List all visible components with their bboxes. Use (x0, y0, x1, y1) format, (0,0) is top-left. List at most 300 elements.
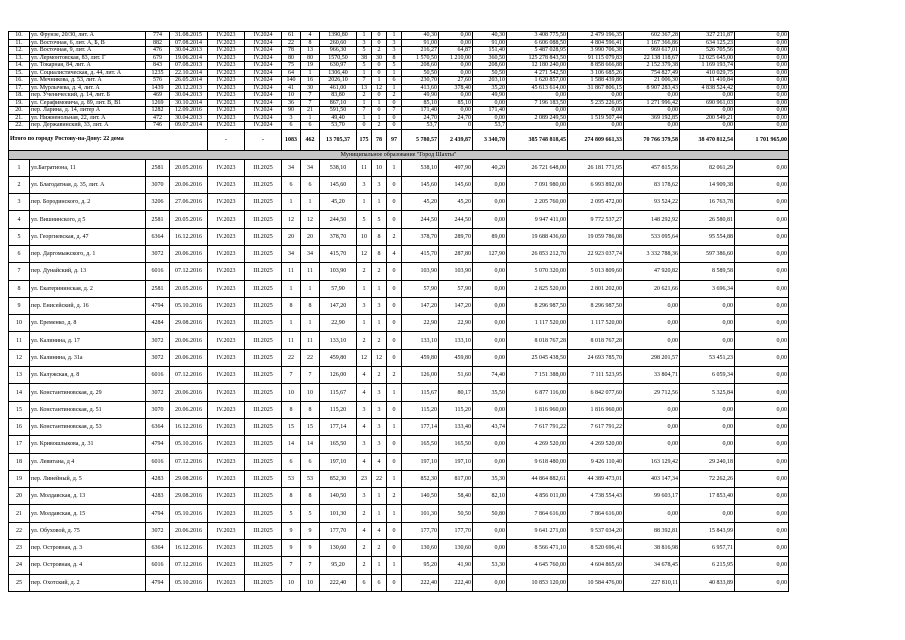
table-cell: 0,00 (735, 122, 789, 130)
table-cell: 0,00 (473, 349, 507, 366)
table-cell: 64,87 (439, 47, 473, 55)
table-cell: 0,00 (624, 315, 680, 332)
table-cell: 24,70 (439, 114, 473, 122)
table-cell: IV.2023 (208, 263, 245, 280)
table-cell: 4 (372, 522, 387, 539)
table-cell: 25 045 438,50 (507, 349, 568, 366)
table-cell: 20 (282, 228, 301, 245)
table-cell: 147,20 (320, 297, 357, 314)
table-cell: 0,00 (680, 332, 735, 349)
table-cell: IV.2023 (208, 349, 245, 366)
table-cell: 30.04.2013 (170, 47, 208, 55)
table-cell: 0 (387, 332, 402, 349)
table-cell: 1 519 507,44 (568, 114, 624, 122)
table-cell: IV.2024 (245, 54, 282, 62)
table-row (9, 211, 789, 228)
table-cell: 538,10 (320, 159, 357, 176)
table-cell: 5 (357, 211, 372, 228)
table-cell: 45,20 (402, 194, 439, 211)
table-cell: 7 (282, 367, 301, 384)
table-cell: 0 (372, 69, 387, 77)
table-cell: 18. (9, 92, 30, 100)
table-cell: 91,00 (473, 39, 507, 47)
table-cell: 130,60 (402, 540, 439, 557)
table-cell: 2 801 202,00 (568, 280, 624, 297)
table-cell: 1 (372, 505, 387, 522)
table-cell: 53,7 (402, 122, 439, 130)
table-cell: 0,00 (507, 92, 568, 100)
table-cell: 6 (9, 245, 30, 262)
table-cell: 6016 (146, 453, 170, 470)
table-cell: 0,00 (624, 332, 680, 349)
table-cell: IV.2023 (208, 574, 245, 591)
table-cell: 1 (282, 194, 301, 211)
address-cell: ул. Калинина, д. 17 (30, 332, 146, 349)
table-cell: 0,00 (735, 574, 789, 591)
table-cell: 14 (282, 436, 301, 453)
table-cell: 140,50 (402, 488, 439, 505)
table-cell: 1 (372, 315, 387, 332)
table-cell: 126,00 (402, 367, 439, 384)
table-cell: 8 907 283,43 (624, 84, 680, 92)
table-cell: 8 (9, 280, 30, 297)
table-cell: 30.04.2013 (170, 92, 208, 100)
table-cell: 22. (9, 122, 30, 130)
table-cell: 1 (9, 159, 30, 176)
table-cell: IV.2023 (208, 69, 245, 77)
table-cell: 966,30 (320, 47, 357, 55)
total-row (9, 129, 789, 150)
table-cell: 8 018 767,28 (507, 332, 568, 349)
table-cell: 7 (357, 77, 372, 85)
table-cell: 0,00 (735, 176, 789, 193)
table-cell: 3 (387, 47, 402, 55)
table-cell: 7 (9, 263, 30, 280)
table-cell: IV.2023 (208, 176, 245, 193)
table-cell: 415,70 (320, 245, 357, 262)
table-cell: IV.2023 (208, 159, 245, 176)
table-cell: 0,00 (735, 245, 789, 262)
table-cell: 95,20 (320, 557, 357, 574)
table-cell: IV.2024 (245, 62, 282, 70)
table-cell: 2 (9, 176, 30, 193)
table-cell: 7 (357, 107, 372, 115)
table-cell: 3 (282, 114, 301, 122)
table-cell: 7 (301, 92, 320, 100)
address-cell: ул. Нижненольная, 22, лит. А (30, 114, 146, 122)
table-cell: 461,00 (320, 84, 357, 92)
table-cell: 53 451,23 (680, 349, 735, 366)
table-cell: III.2025 (245, 228, 282, 245)
table-cell: 0,00 (735, 159, 789, 176)
table-cell: 2 (372, 332, 387, 349)
table-row (9, 69, 789, 77)
table-cell: 12 180 240,00 (507, 62, 568, 70)
table-cell: 0,00 (735, 349, 789, 366)
table-cell: 0,00 (624, 418, 680, 435)
table-cell: IV.2023 (208, 332, 245, 349)
table-cell: 227 810,11 (624, 574, 680, 591)
table-cell: 7 (301, 557, 320, 574)
table-cell: 0 (387, 401, 402, 418)
table-row (9, 92, 789, 100)
table-cell: III.2025 (245, 401, 282, 418)
housing-register-table (8, 31, 789, 592)
table-cell: IV.2024 (245, 32, 282, 40)
table-cell: 05.10.2016 (170, 505, 208, 522)
table-row (9, 418, 789, 435)
table-cell: 2 (357, 263, 372, 280)
table-cell: 7 091 980,00 (507, 176, 568, 193)
table-cell: 2 (357, 92, 372, 100)
address-cell: ул. Калинина, д. 31а (30, 349, 146, 366)
address-cell: ул. Восточная, 9, лит. А (30, 47, 146, 55)
table-cell: III.2025 (245, 384, 282, 401)
table-row (9, 84, 789, 92)
table-cell: 93 524,22 (624, 194, 680, 211)
table-cell: 634 125,23 (680, 39, 735, 47)
table-cell: 0,00 (473, 540, 507, 557)
table-cell: IV.2023 (208, 114, 245, 122)
table-cell: 0 (387, 436, 402, 453)
table-cell: 244,50 (320, 211, 357, 228)
table-cell: IV.2024 (245, 92, 282, 100)
table-cell: 29.08.2016 (170, 470, 208, 487)
table-row (9, 332, 789, 349)
table-cell: 30 (301, 84, 320, 92)
table-cell: 20.05.2016 (170, 211, 208, 228)
table-cell: 1 (387, 505, 402, 522)
table-cell: IV.2023 (208, 245, 245, 262)
table-cell: 6 (372, 574, 387, 591)
table-cell: 15 (9, 401, 30, 418)
table-row (9, 557, 789, 574)
table-row (9, 488, 789, 505)
table-cell: 16.12.2016 (170, 228, 208, 245)
table-cell: 0,00 (735, 114, 789, 122)
section-title: Муниципальное образование "Город Шахты" (9, 150, 789, 159)
table-cell: III.2025 (245, 245, 282, 262)
table-cell: 5 (357, 62, 372, 70)
table-cell: 10 (301, 384, 320, 401)
table-cell: 4 645 760,00 (507, 557, 568, 574)
table-cell: 4 804 596,41 (568, 39, 624, 47)
table-cell: 14 (9, 384, 30, 401)
table-cell: 260,60 (320, 39, 357, 47)
table-cell: 0,00 (473, 99, 507, 107)
table-cell: 1 (357, 114, 372, 122)
table-cell: 1 (372, 488, 387, 505)
table-cell: 2581 (146, 159, 170, 176)
table-cell: 0 (387, 297, 402, 314)
table-cell: 497,90 (439, 159, 473, 176)
table-cell: 3 (372, 176, 387, 193)
table-cell: 50,50 (473, 69, 507, 77)
table-cell: IV.2023 (208, 280, 245, 297)
table-cell: 3 (357, 176, 372, 193)
table-cell: 0,00 (735, 505, 789, 522)
table-cell: 0,00 (680, 436, 735, 453)
table-cell: 177,14 (320, 418, 357, 435)
table-cell: 0,00 (473, 297, 507, 314)
table-cell: 17 853,40 (680, 488, 735, 505)
table-cell: 34 (282, 245, 301, 262)
table-cell: 12 (9, 349, 30, 366)
table-cell: 11 (282, 332, 301, 349)
table-cell: 2581 (146, 211, 170, 228)
table-row (9, 436, 789, 453)
table-cell: 10 (9, 315, 30, 332)
table-cell: 17 (9, 436, 30, 453)
table-cell: 4794 (146, 574, 170, 591)
address-cell: ул. Константиновская, д. 51 (30, 401, 146, 418)
table-cell: 0 (387, 263, 402, 280)
table-cell: 57,90 (439, 280, 473, 297)
table-cell: IV.2024 (245, 47, 282, 55)
table-cell: 8 589,58 (680, 263, 735, 280)
table-cell: 103,90 (439, 263, 473, 280)
table-cell: 9 947 411,00 (507, 211, 568, 228)
table-cell: 2 (387, 92, 402, 100)
table-cell: 36 (282, 99, 301, 107)
table-cell: 30.10.2014 (170, 99, 208, 107)
total-cell: 5 780,57 (402, 129, 439, 150)
table-cell: 34 (282, 159, 301, 176)
table-cell: IV.2024 (245, 69, 282, 77)
table-cell: 12. (9, 47, 30, 55)
table-cell: 20. (9, 107, 30, 115)
table-cell: 2 (372, 367, 387, 384)
table-cell: 203,10 (473, 77, 507, 85)
table-cell: 0,00 (735, 297, 789, 314)
table-cell: 3072 (146, 384, 170, 401)
table-cell: 44 389 473,01 (568, 470, 624, 487)
table-cell: 44 864 882,61 (507, 470, 568, 487)
table-cell: 0,00 (735, 470, 789, 487)
table-cell: 09.07.2014 (170, 122, 208, 130)
table-cell: 6016 (146, 263, 170, 280)
table-cell: III.2025 (245, 194, 282, 211)
total-cell: 78 (372, 129, 387, 150)
table-cell: 0 (387, 315, 402, 332)
table-cell: IV.2023 (208, 77, 245, 85)
table-cell: 8 (387, 54, 402, 62)
table-cell: 05.10.2016 (170, 436, 208, 453)
table-cell: 1 (372, 557, 387, 574)
table-cell: 10. (9, 32, 30, 40)
table-cell: 0,00 (680, 122, 735, 130)
table-cell: 0,00 (680, 107, 735, 115)
table-cell: 95,20 (402, 557, 439, 574)
table-cell: 40,20 (473, 159, 507, 176)
table-cell: 16.12.2016 (170, 418, 208, 435)
table-cell: 40,30 (473, 32, 507, 40)
table-cell: 101,30 (402, 505, 439, 522)
table-cell: 843 (146, 62, 170, 70)
table-cell: 171,40 (473, 107, 507, 115)
table-cell: 85,10 (402, 99, 439, 107)
table-cell: 1 (282, 280, 301, 297)
table-cell: 2 089 249,50 (507, 114, 568, 122)
table-cell: 10 (357, 228, 372, 245)
table-cell: 5 070 320,00 (507, 263, 568, 280)
table-cell: 3 106 685,26 (568, 69, 624, 77)
table-cell: 403 147,34 (624, 470, 680, 487)
table-cell: 12 (357, 349, 372, 366)
table-cell: 16 (301, 77, 320, 85)
table-cell: 208,60 (402, 62, 439, 70)
table-cell: 35,30 (473, 470, 507, 487)
table-cell: 597 386,60 (680, 245, 735, 262)
table-cell: 208,60 (473, 62, 507, 70)
table-cell: 9 (282, 522, 301, 539)
table-cell: 115,20 (439, 401, 473, 418)
table-cell: 1 (372, 194, 387, 211)
table-cell: 8 296 987,50 (568, 297, 624, 314)
table-cell: IV.2024 (245, 77, 282, 85)
table-cell: 6 (282, 122, 301, 130)
table-cell: 78 (282, 47, 301, 55)
table-cell: 14 909,38 (680, 176, 735, 193)
table-cell: IV.2023 (208, 122, 245, 130)
table-cell: 1439 (146, 84, 170, 92)
table-cell: 0,00 (735, 367, 789, 384)
address-cell: ул.Багратиона, 11 (30, 159, 146, 176)
table-cell: IV.2023 (208, 62, 245, 70)
table-cell: 101,30 (320, 505, 357, 522)
table-cell: 151,40 (473, 47, 507, 55)
table-cell: 05.10.2016 (170, 574, 208, 591)
table-cell: 57,90 (402, 280, 439, 297)
table-cell: 27.06.2016 (170, 194, 208, 211)
table-cell: 1 (357, 194, 372, 211)
table-cell: 0,00 (507, 122, 568, 130)
table-cell: 3072 (146, 349, 170, 366)
table-cell: 327 211,87 (680, 32, 735, 40)
table-cell: 26.05.2014 (170, 77, 208, 85)
table-cell: 1 (301, 69, 320, 77)
table-cell: 0 (372, 32, 387, 40)
table-cell: 89,00 (473, 228, 507, 245)
table-cell: 7 151 388,00 (507, 367, 568, 384)
table-cell: 1 (387, 84, 402, 92)
table-cell: 8 (301, 39, 320, 47)
table-cell: 0,00 (735, 557, 789, 574)
table-cell: 0,00 (735, 32, 789, 40)
table-cell: 72 262,26 (680, 470, 735, 487)
table-cell: 690 961,03 (680, 99, 735, 107)
table-cell: 0,00 (735, 540, 789, 557)
table-cell: 9 537 034,20 (568, 522, 624, 539)
table-cell: 0,00 (439, 92, 473, 100)
table-cell: 74,40 (473, 367, 507, 384)
table-cell: 23 (357, 470, 372, 487)
table-cell: 7 864 616,00 (507, 505, 568, 522)
table-cell: 0,00 (624, 505, 680, 522)
table-cell: 10 (282, 384, 301, 401)
table-cell: 4 738 554,43 (568, 488, 624, 505)
table-cell: 3 332 788,36 (624, 245, 680, 262)
table-cell: 4 856 011,00 (507, 488, 568, 505)
table-cell: 0,00 (624, 436, 680, 453)
table-cell: 23 (9, 540, 30, 557)
table-cell: IV.2023 (208, 367, 245, 384)
table-cell: 538,10 (402, 159, 439, 176)
table-cell: IV.2023 (208, 540, 245, 557)
table-cell: 9 (301, 540, 320, 557)
table-cell: IV.2023 (208, 228, 245, 245)
table-cell: 5 (282, 505, 301, 522)
address-cell: ул. Фрунзе, 20/30, лит. А (30, 32, 146, 40)
table-cell: 867,10 (320, 99, 357, 107)
table-cell: 6016 (146, 557, 170, 574)
table-cell: 10 (301, 574, 320, 591)
table-row (9, 176, 789, 193)
address-cell: ул. Молдавская, д. 13 (30, 488, 146, 505)
table-cell: 13. (9, 54, 30, 62)
table-cell: 19 (301, 62, 320, 70)
address-cell: пер. Островная, д. 4 (30, 557, 146, 574)
table-cell: 0,00 (473, 114, 507, 122)
total-cell: 462 (301, 129, 320, 150)
table-cell: 4 (372, 453, 387, 470)
table-cell: 0,00 (680, 315, 735, 332)
table-cell: 11. (9, 39, 30, 47)
table-cell: 0,00 (507, 107, 568, 115)
table-cell: 3 (372, 436, 387, 453)
table-cell: 38 (357, 54, 372, 62)
table-cell: 19 688 436,60 (507, 228, 568, 245)
table-cell: 2 205 760,00 (507, 194, 568, 211)
table-cell: 2 095 472,00 (568, 194, 624, 211)
address-cell: пер. Дунайский, д. 13 (30, 263, 146, 280)
table-cell: 24 (9, 557, 30, 574)
table-cell: 24 693 785,70 (568, 349, 624, 366)
table-cell: IV.2024 (245, 84, 282, 92)
table-cell: 1 117 520,00 (507, 315, 568, 332)
table-cell: 457 815,56 (624, 159, 680, 176)
table-row (9, 54, 789, 62)
table-cell: 8 (301, 297, 320, 314)
table-cell: 7 617 791,22 (507, 418, 568, 435)
table-cell: 4 (387, 245, 402, 262)
table-cell: IV.2023 (208, 84, 245, 92)
table-row (9, 263, 789, 280)
table-row (9, 99, 789, 107)
table-cell: 0,00 (735, 522, 789, 539)
table-cell: 3 (357, 488, 372, 505)
table-cell: 15 (301, 418, 320, 435)
table-cell: 0,00 (680, 418, 735, 435)
table-cell: 133,40 (439, 418, 473, 435)
table-cell: 6364 (146, 540, 170, 557)
table-cell: III.2025 (245, 349, 282, 366)
address-cell: ул. Токарная, 84, лит. А (30, 62, 146, 70)
address-cell: пер. Ученический, д. 14, лит. Б (30, 92, 146, 100)
table-cell: 6 (357, 574, 372, 591)
address-cell: ул. Мурлычева, д. 4, лит. А (30, 84, 146, 92)
table-cell: 10 (282, 574, 301, 591)
table-cell: 11 (301, 332, 320, 349)
table-cell: III.2025 (245, 488, 282, 505)
table-cell: 19. (9, 99, 30, 107)
table-cell: 0 (439, 122, 473, 130)
table-cell: IV.2024 (245, 107, 282, 115)
table-cell: 6 059,34 (680, 367, 735, 384)
table-cell: 1 588 439,86 (568, 77, 624, 85)
address-cell: ул. Социалистическая, д. 44, лит. А (30, 69, 146, 77)
table-cell: III.2025 (245, 297, 282, 314)
